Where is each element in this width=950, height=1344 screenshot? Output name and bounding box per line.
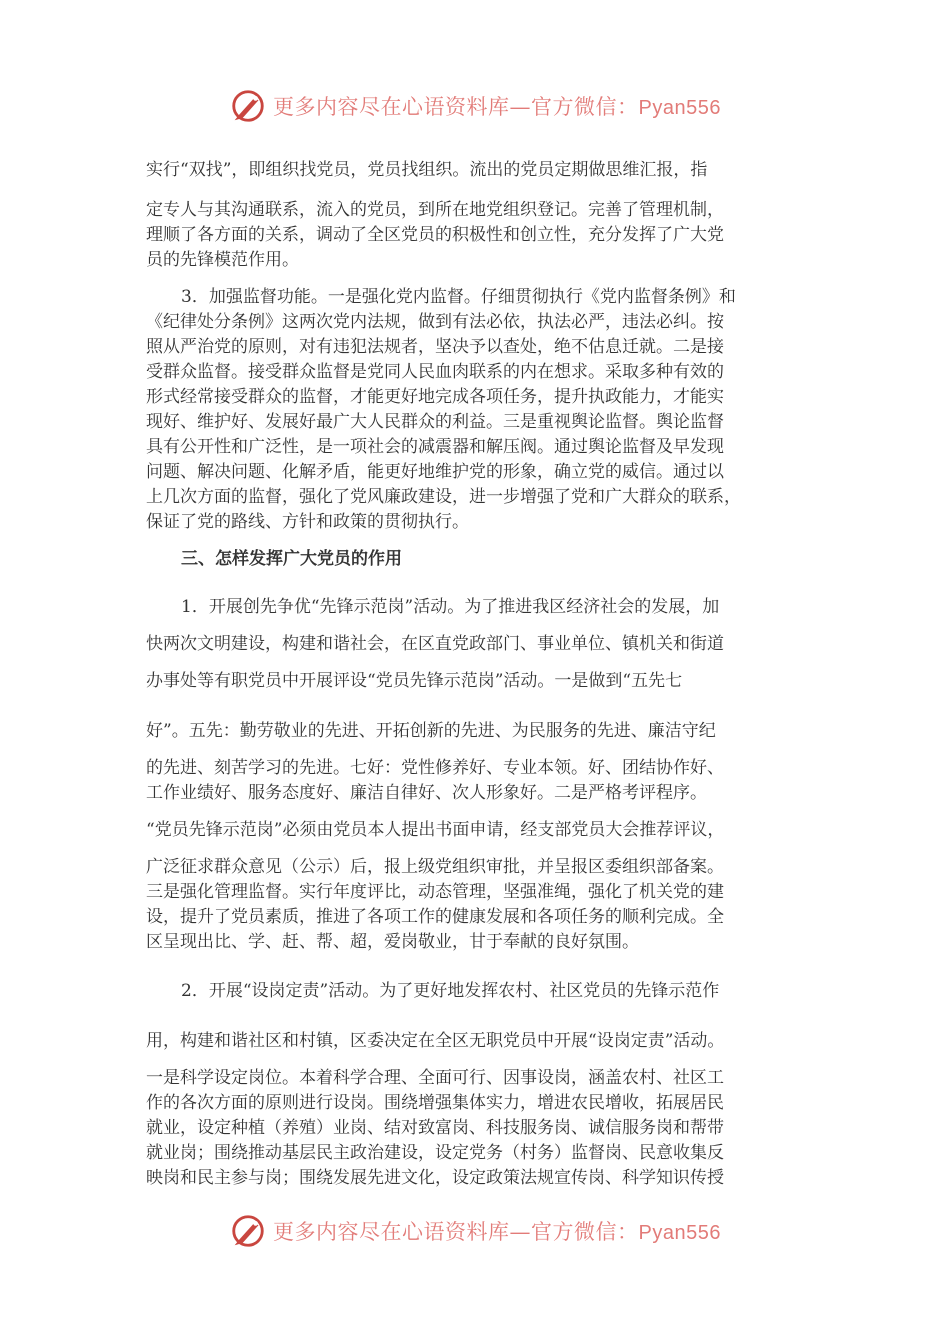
text-line: 理顺了各方面的关系，调动了全区党员的积极性和创立性，充分发挥了广大党: [146, 225, 724, 245]
pen-logo-icon: [229, 1212, 267, 1250]
text-line: 广泛征求群众意见（公示）后，报上级党组织审批，并呈报区委组织部备案。: [146, 857, 724, 877]
text-line: 好”。五先：勤劳敬业的先进、开拓创新的先进、为民服务的先进、廉洁守纪: [146, 721, 716, 741]
text-line: 就业，设定种植（养殖）业岗、结对致富岗、科技服务岗、诚信服务岗和帮带: [146, 1118, 724, 1138]
text-line: 1．开展创先争优“先锋示范岗”活动。为了推进我区经济社会的发展，加: [181, 597, 720, 617]
text-line: 作的各次方面的原则进行设岗。围绕增强集体实力，增进农民增收，拓展居民: [146, 1093, 724, 1113]
text-line: 照从严治党的原则，对有违犯法规者，坚决予以查处，绝不估息迁就。二是接: [146, 337, 724, 357]
text-line: “党员先锋示范岗”必须由党员本人提出书面申请，经支部党员大会推荐评议，: [146, 820, 725, 840]
text-line: 三是强化管理监督。实行年度评比，动态管理，坚强准绳，强化了机关党的建: [146, 882, 724, 902]
section-heading: 三、怎样发挥广大党员的作用: [181, 549, 402, 569]
text-line: 问题、解决问题、化解矛盾，能更好地维护党的形象，确立党的威信。通过以: [146, 462, 724, 482]
banner-text: 更多内容尽在心语资料库—官方微信：: [273, 1220, 639, 1244]
text-line: 保证了党的路线、方针和政策的贯彻执行。: [146, 512, 469, 532]
wechat-id: Pyan556: [638, 1222, 721, 1244]
text-line: 形式经常接受群众的监督，才能更好地完成各项任务，提升执政能力，才能实: [146, 387, 724, 407]
text-line: 《纪律处分条例》这两次党内法规，做到有法必依，执法必严，违法必纠。按: [146, 312, 724, 332]
text-line: 就业岗；围绕推动基层民主政治建设，设定党务（村务）监督岗、民意收集反: [146, 1143, 724, 1163]
text-line: 具有公开性和广泛性，是一项社会的减震器和解压阀。通过舆论监督及早发现: [146, 437, 724, 457]
text-line: 员的先锋模范作用。: [146, 250, 299, 270]
text-line: 一是科学设定岗位。本着科学合理、全面可行、因事设岗，涵盖农村、社区工: [146, 1068, 724, 1088]
text-line: 实行“双找”，即组织找党员，党员找组织。流出的党员定期做思维汇报，指: [146, 160, 708, 180]
text-line: 的先进、刻苦学习的先进。七好：党性修养好、专业本领。好、团结协作好、: [146, 758, 724, 778]
text-line: 工作业绩好、服务态度好、廉洁自律好、次人形象好。二是严格考评程序。: [146, 783, 707, 803]
pen-logo-icon: [229, 87, 267, 125]
text-line: 现好、维护好、发展好最广大人民群众的利益。三是重视舆论监督。舆论监督: [146, 412, 724, 432]
text-line: 上几次方面的监督，强化了党风廉政建设，进一步增强了党和广大群众的联系，: [146, 487, 741, 507]
document-body: [146, 158, 808, 1191]
text-line: 3．加强监督功能。一是强化党内监督。仔细贯彻执行《党内监督条例》和: [181, 287, 736, 307]
text-line: 用，构建和谐社区和村镇，区委决定在全区无职党员中开展“设岗定责”活动。: [146, 1031, 725, 1051]
footer-banner: [0, 1211, 950, 1251]
text-line: 办事处等有职党员中开展评设“党员先锋示范岗”活动。一是做到“五先七: [146, 671, 683, 691]
header-banner: [0, 86, 950, 126]
text-line: 受群众监督。接受群众监督是党同人民血肉联系的内在想求。采取多种有效的: [146, 362, 724, 382]
banner-text: 更多内容尽在心语资料库—官方微信：: [273, 95, 639, 119]
text-line: 设，提升了党员素质，推进了各项工作的健康发展和各项任务的顺利完成。全: [146, 907, 724, 927]
text-line: 快两次文明建设，构建和谐社会，在区直党政部门、事业单位、镇机关和街道: [146, 634, 724, 654]
text-line: 定专人与其沟通联系，流入的党员，到所在地党组织登记。完善了管理机制，: [146, 200, 724, 220]
wechat-id: Pyan556: [638, 97, 721, 119]
text-line: 2．开展“设岗定责”活动。为了更好地发挥农村、社区党员的先锋示范作: [181, 981, 720, 1001]
text-line: 映岗和民主参与岗；围绕发展先进文化，设定政策法规宣传岗、科学知识传授: [146, 1168, 724, 1188]
text-line: 区呈现出比、学、赶、帮、超，爱岗敬业，甘于奉献的良好氛围。: [146, 932, 639, 952]
